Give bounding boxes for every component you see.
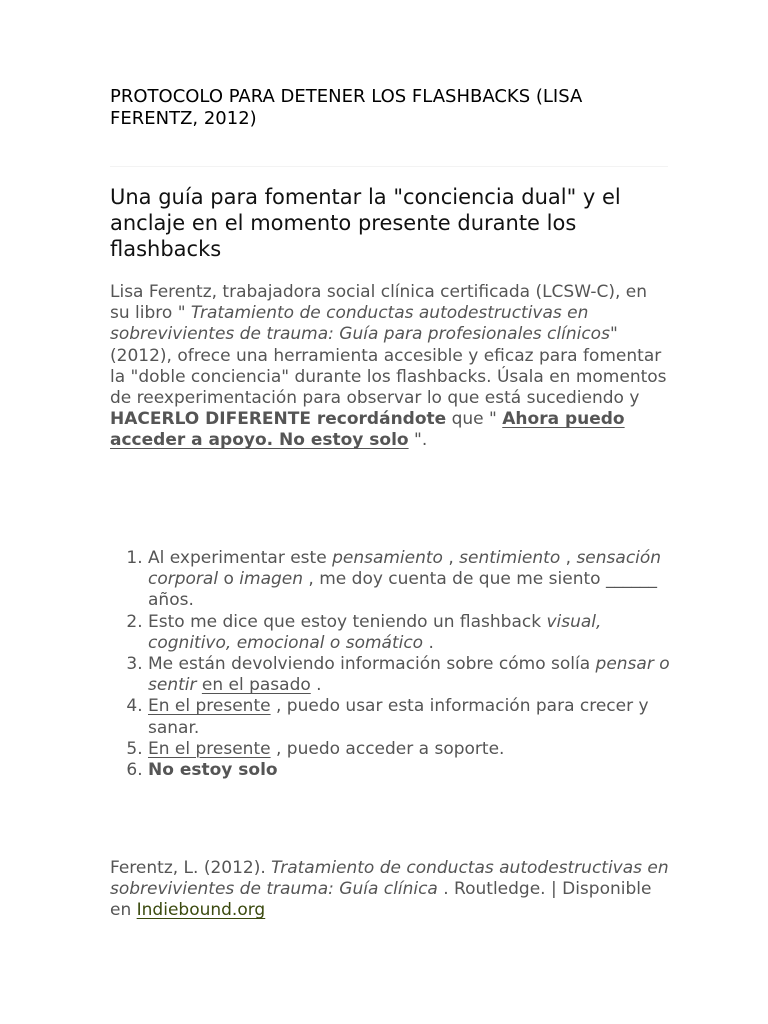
protocol-steps-list [110,548,670,781]
document-subtitle: Una guía para fomentar la "conciencia dual" y el anclaje en el momento presente durante los flashbacks [110,185,621,261]
intro-text-1: Lisa Ferentz, trabajadora social clínica certificada (LCSW-C), en su libro " [110,282,648,324]
step-italic: pensar o sentir [148,654,670,696]
list-item [148,548,670,612]
intro-emphasis: HACERLO DIFERENTE recordándote [110,409,447,430]
step-text: , puedo usar esta información para crecer y sanar. [148,696,649,738]
reference-book-title: Tratamiento de conductas autodestructivas en sobrevivientes de trauma: Guía clínica [110,858,669,900]
intro-paragraph [110,282,670,452]
reference-paragraph [110,858,670,922]
step-text: Me están devolviendo información sobre cómo solía [148,654,596,675]
section-divider [110,166,668,167]
step-italic: imagen [239,569,304,590]
step-italic: visual, cognitivo, emocional o somático [148,611,602,653]
step-underlined: En el presente [148,738,271,759]
step-text: años. [148,590,194,611]
step-underlined: En el presente [148,696,271,717]
step-text: . [423,632,434,653]
step-italic: sentimiento [459,548,561,568]
step-text: , puedo acceder a soporte. [270,738,505,759]
step-italic: pensamiento [332,548,443,568]
age-blank: ______ [605,569,657,590]
step-italic: sensación corporal [148,548,662,590]
intro-text-3: que " [446,409,503,430]
step-text: o [218,569,240,590]
step-bold: No estoy solo [148,760,278,781]
list-item [148,612,670,654]
step-text: , me doy cuenta de que me siento [303,569,606,590]
step-text: . [310,675,322,696]
step-text: Al experimentar este [148,548,333,568]
intro-text-2: " (2012), ofrece una herramienta accesible y eficaz para fomentar la "doble conciencia" durante los flashbacks. Úsala en momentos de reexperimentación para observar lo que está sucediendo y [110,324,667,409]
document-title: PROTOCOLO PARA DETENER LOS FLASHBACKS (LISA FERENTZ, 2012) [110,86,583,129]
step-text: , [560,548,577,568]
reference-text-2: . Routledge. | Disponible en [110,879,652,921]
reference-text-1: Ferentz, L. (2012). [110,858,272,878]
indiebound-link[interactable]: Indiebound.org [136,900,266,921]
step-text: , [442,548,460,568]
list-item [148,760,670,781]
list-item [148,654,670,696]
list-item [148,739,670,760]
intro-quote: Ahora puedo acceder a apoyo. No estoy solo [110,409,625,451]
list-item [148,696,670,738]
intro-text-4: ". [408,430,428,451]
book-title: Tratamiento de conductas autodestructivas en sobrevivientes de trauma: Guía para profesionales clínicos [110,303,610,345]
step-underlined: en el pasado [201,675,311,696]
step-text: Esto me dice que estoy teniendo un flashback [148,611,547,632]
